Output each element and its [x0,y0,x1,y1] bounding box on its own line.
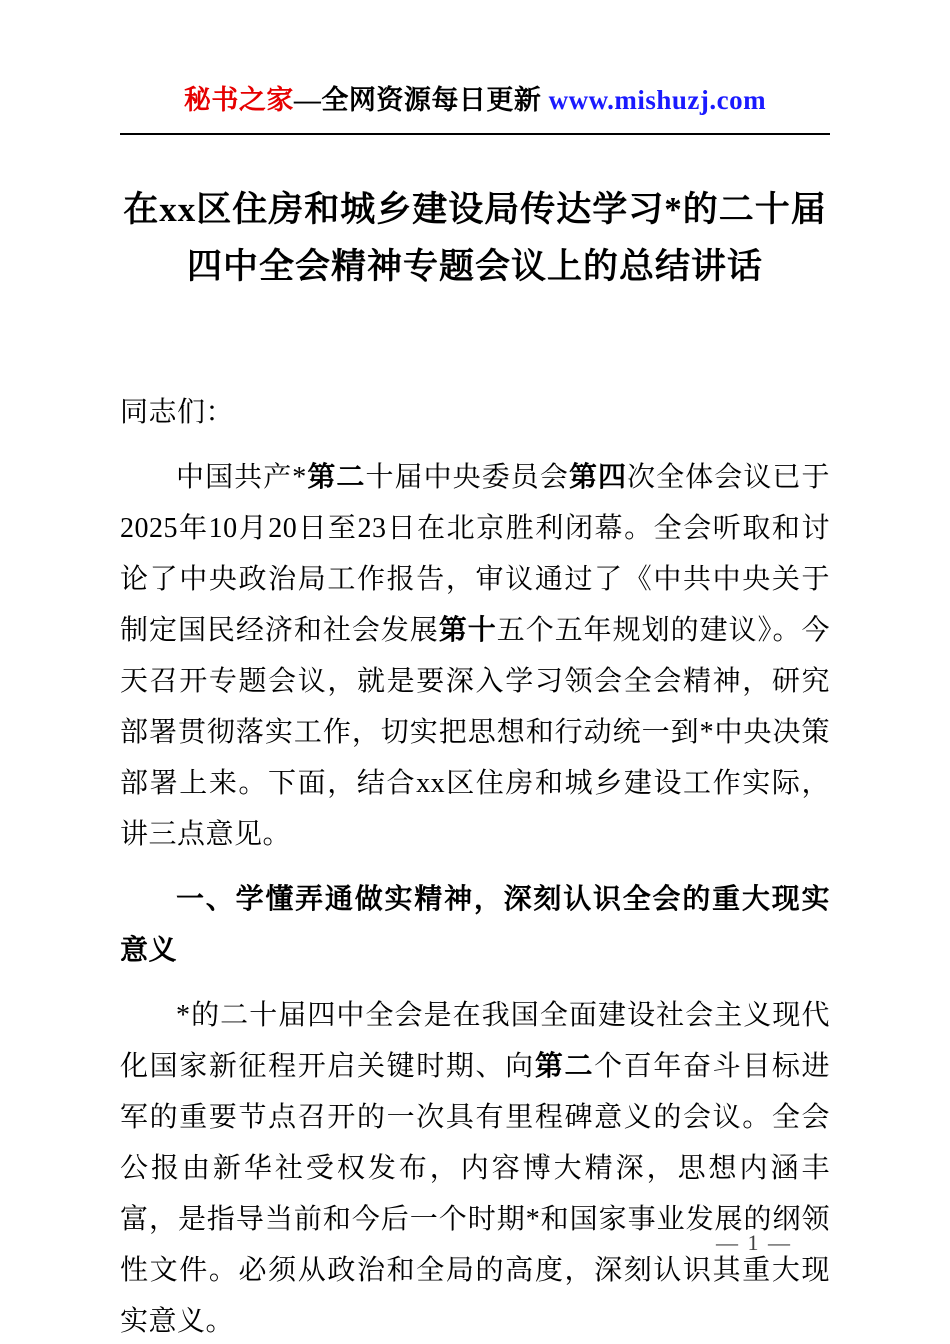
para-2 [120,990,830,1344]
para-2-text: *的二十届四中全会是在我国全面建设社会主义现代化国家新征程开启关键时期、向 [120,1000,830,1082]
para-2-text: 第二 [534,1051,595,1082]
para-1-text: 第四 [568,462,628,493]
heading-1-text: 一、学懂弄通做实精神，深刻认识全会的重大现实意义 [120,884,830,966]
heading-1 [120,874,830,976]
site-url-link[interactable]: www.mishuzj.com [548,85,767,115]
site-header [120,78,830,117]
document-title-line2: 四中全会精神专题会议上的总结讲话 [186,247,763,286]
para-1-text: 第二 [306,462,366,493]
page-footer [716,1230,792,1256]
header-tagline: —全网资源每日更新 [293,85,549,115]
document-title [120,181,830,295]
brand-name: 秘书之家 [183,85,294,115]
para-2-text: 个百年奋斗目标进军的重要节点召开的一次具有里程碑意义的会议。全会公报由新华社受权发布，内容博大精深，思想内涵丰富，是指导当前和今后一个时期*和国家事业发展的纲领性文件。必须从政治和全局的高度，深刻认识其重大现实意义。 [120,1051,830,1337]
salutation-text: 同志们： [120,397,235,428]
para-1-text: 第十 [438,615,497,646]
header-divider [120,133,830,135]
para-1-text: 中国共产* [176,462,307,493]
document-body [120,387,830,1344]
para-1-text: 五个五年规划的建议》。今天召开专题会议，就是要深入学习领会全会精神，研究部署贯彻落实工作，切实把思想和行动统一到*中央决策部署上来。下面，结合xx区住房和城乡建设工作实际，讲三点意见。 [120,615,830,850]
para-1 [120,452,830,860]
salutation [120,387,830,438]
para-1-text: 十届中央委员会 [365,462,569,493]
document-title-line1: 在xx区住房和城乡建设局传达学习*的二十届 [123,190,827,229]
page-number: — 1 — [716,1230,792,1255]
para-1-text: 次全体会议已于2025年10月20日至23日在北京胜利闭幕。全会听取和讨论了中央政治局工作报告，审议通过了《中共中央关于制定国民经济和社会发展 [120,462,830,646]
